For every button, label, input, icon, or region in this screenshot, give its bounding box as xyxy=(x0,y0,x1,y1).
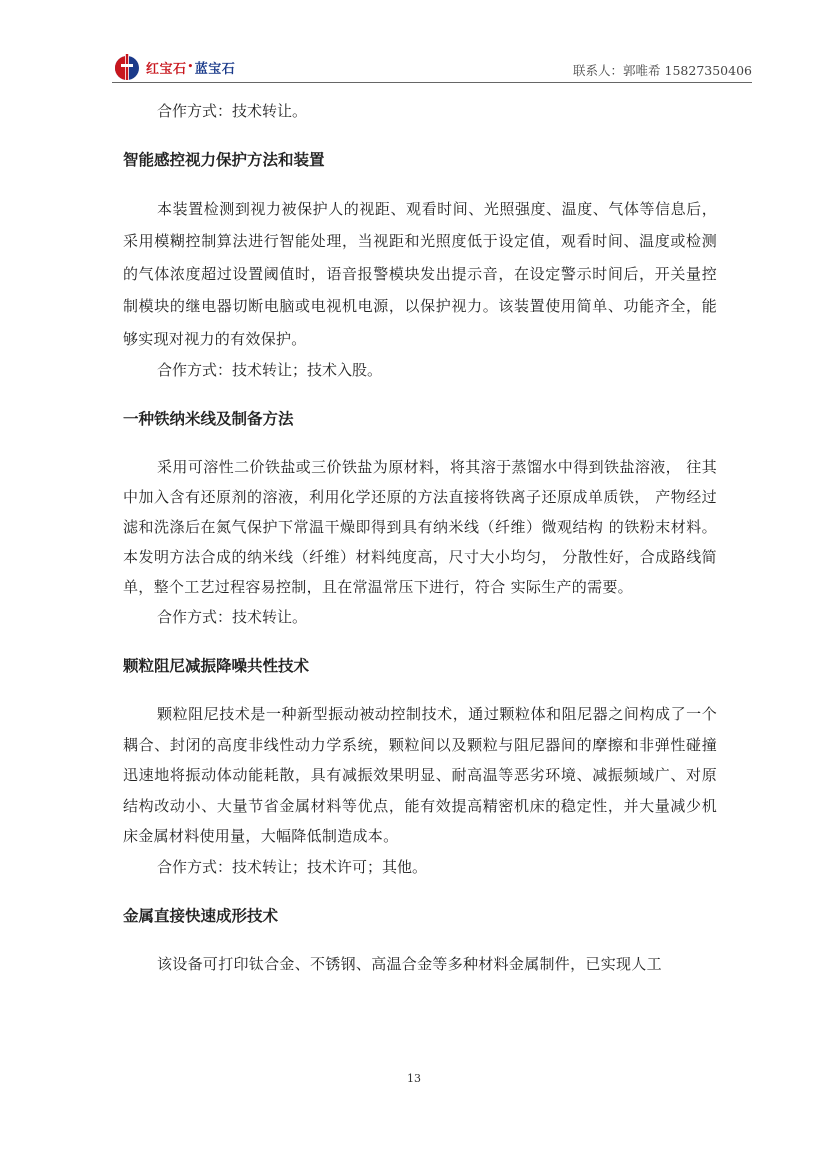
section-title: 颗粒阻尼减振降噪共性技术 xyxy=(123,657,310,676)
section-body: 该设备可打印钛合金、不锈钢、高温合金等多种材料金属制件，已实现人工 xyxy=(157,955,662,973)
cooperation-mode: 合作方式：技术转让。 xyxy=(157,102,308,120)
logo-dot: • xyxy=(187,61,194,72)
section-title: 智能感控视力保护方法和装置 xyxy=(123,151,325,169)
logo-text-red: 红宝石 xyxy=(146,61,187,77)
document-body xyxy=(123,96,717,979)
section-title: 金属直接快速成形技术 xyxy=(123,907,279,925)
cooperation-mode: 合作方式：技术转让。 xyxy=(157,608,308,627)
section-body: 本装置检测到视力被保护人的视距、观看时间、光照强度、温度、气体等信息后，采用模糊控制算法进行智能处理，当视距和光照度低于设定值，观看时间、温度或检测的气体浓度超过设置阈值时，语音报警模块发出提示音，在设定警示时间后，开关量控制模块的继电器切断电脑或电视机电源，以保护视力。该装置使用简单、功能齐全，能够实现对视力的有效保护。 xyxy=(123,200,717,348)
header-divider xyxy=(112,82,752,83)
page-header xyxy=(112,50,752,84)
cooperation-mode: 合作方式：技术转让；技术许可；其他。 xyxy=(157,858,428,876)
contact-info: 联系人：郭唯希 15827350406 xyxy=(573,63,752,78)
gem-logo-icon xyxy=(112,52,142,82)
section-body: 颗粒阻尼技术是一种新型振动被动控制技术，通过颗粒体和阻尼器之间构成了一个耦合、封闭的高度非线性动力学系统，颗粒间以及颗粒与阻尼器间的摩擦和非弹性碰撞迅速地将振动体动能耗散，具有减振效果明显、耐高温等恶劣环境、减振频域广、对原结构改动小、大量节省金属材料等优点，能有效提高精密机床的稳定性，并大量减少机床金属材料使用量，大幅降低制造成本。 xyxy=(123,705,717,846)
section-title: 一种铁纳米线及制备方法 xyxy=(123,410,294,429)
cooperation-mode: 合作方式：技术转让；技术入股。 xyxy=(157,361,383,380)
logo-text-blue: 蓝宝石 xyxy=(194,61,236,77)
logo-text xyxy=(146,58,235,77)
page-number: 13 xyxy=(407,1072,421,1085)
section-body: 采用可溶性二价铁盐或三价铁盐为原材料，将其溶于蒸馏水中得到铁盐溶液， 往其中加入含有还原剂的溶液，利用化学还原的方法直接将铁离子还原成单质铁， 产物经过滤和洗涤后在氮气保护下常温干燥即得到具有纳米线（纤维）微观结构 的铁粉末材料。本发明方法合成的纳米线（纤维）材料纯度高，尺寸大小均匀， 分散性好，合成路线简单，整个工艺过程容易控制，且在常温常压下进行，符合 实际生产的需要。 xyxy=(123,458,717,597)
company-logo xyxy=(112,52,235,82)
